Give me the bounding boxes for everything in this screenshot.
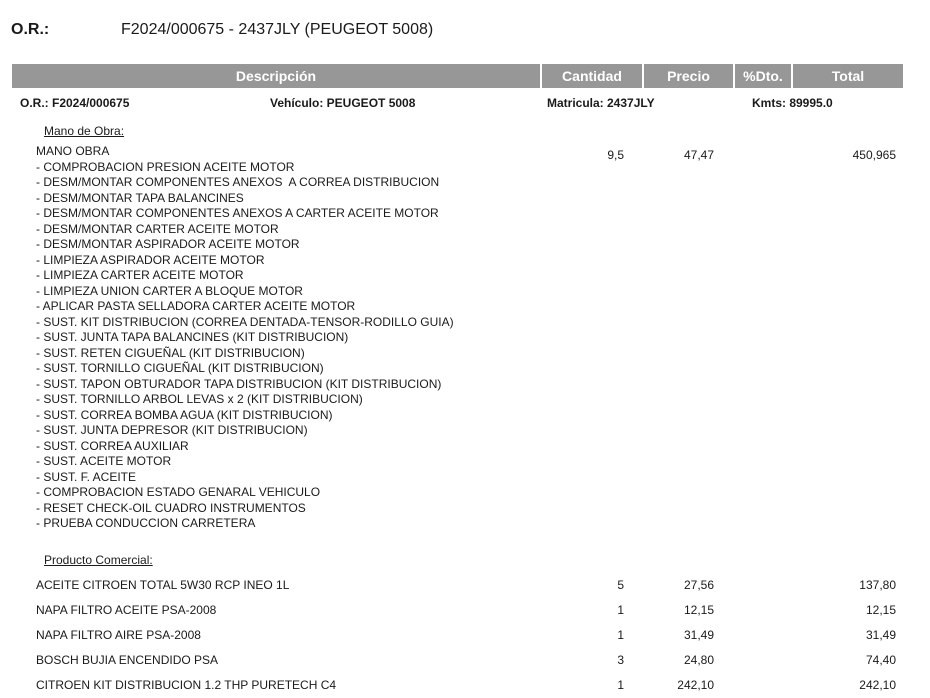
mo-line: - DESM/MONTAR COMPONENTES ANEXOS A CARTER ACEITE MOTOR: [36, 206, 439, 220]
header-total: Total: [793, 64, 903, 88]
mo-line: - SUST. F. ACEITE: [36, 469, 137, 484]
mo-line: - SUST. RETEN CIGUEÑAL (KIT DISTRIBUCION): [36, 345, 305, 360]
product-desc: NAPA FILTRO AIRE PSA-2008: [36, 628, 201, 642]
header-cantidad: Cantidad: [542, 64, 642, 88]
product-total: 31,49: [865, 628, 896, 642]
mo-line: - APLICAR PASTA SELLADORA CARTER ACEITE MOTOR: [36, 299, 356, 313]
product-precio: 24,80: [683, 653, 714, 667]
mo-cantidad: 9,5: [607, 148, 624, 162]
mo-line: - LIMPIEZA UNION CARTER A BLOQUE MOTOR: [36, 283, 303, 298]
product-desc: BOSCH BUJIA ENCENDIDO PSA: [36, 653, 219, 667]
product-cantidad: 1: [617, 678, 624, 692]
product-precio: 31,49: [683, 628, 714, 642]
table-row: [0, 628, 930, 644]
product-cantidad: 1: [617, 628, 624, 642]
product-precio: 242,10: [677, 678, 714, 692]
product-total: 12,15: [865, 603, 896, 617]
header-precio: Precio: [644, 64, 733, 88]
info-or: O.R.: F2024/000675: [20, 96, 130, 110]
mo-line: - SUST. KIT DISTRIBUCION (CORREA DENTADA-TENSOR-RODILLO GUIA): [36, 314, 454, 329]
table-header: [12, 64, 903, 88]
info-vehiculo: Vehículo: PEUGEOT 5008: [270, 96, 416, 110]
mo-line: - SUST. TAPON OBTURADOR TAPA DISTRIBUCION (KIT DISTRIBUCION): [36, 376, 442, 391]
product-desc: CITROEN KIT DISTRIBUCION 1.2 THP PURETECH C4: [36, 678, 337, 692]
product-desc: NAPA FILTRO ACEITE PSA-2008: [36, 603, 217, 617]
mo-line: - LIMPIEZA ASPIRADOR ACEITE MOTOR: [36, 252, 265, 267]
section-producto-comercial: Producto Comercial:: [44, 553, 153, 567]
mo-line: MANO OBRA: [36, 144, 110, 158]
section-mano-de-obra: Mano de Obra:: [44, 124, 125, 138]
mo-line: - RESET CHECK-OIL CUADRO INSTRUMENTOS: [36, 500, 306, 515]
mo-line: - SUST. CORREA BOMBA AGUA (KIT DISTRIBUCION): [36, 407, 333, 422]
mo-line: - SUST. TORNILLO ARBOL LEVAS x 2 (KIT DISTRIBUCION): [36, 392, 363, 406]
table-row: [0, 578, 930, 594]
mo-line: - SUST. TORNILLO CIGUEÑAL (KIT DISTRIBUCION): [36, 361, 324, 375]
mo-line: - DESM/MONTAR CARTER ACEITE MOTOR: [36, 221, 279, 236]
product-total: 137,80: [859, 578, 896, 592]
info-matricula: Matricula: 2437JLY: [547, 96, 655, 110]
table-row: [0, 603, 930, 619]
product-cantidad: 5: [617, 578, 624, 592]
mo-line: - PRUEBA CONDUCCION CARRETERA: [36, 516, 256, 530]
product-total: 242,10: [859, 678, 896, 692]
table-row: [0, 678, 930, 694]
mo-line: - DESM/MONTAR TAPA BALANCINES: [36, 190, 244, 205]
or-label: O.R.:: [11, 21, 50, 38]
product-total: 74,40: [865, 653, 896, 667]
table-row: [0, 653, 930, 669]
header-dto: %Dto.: [735, 64, 791, 88]
mo-line: - SUST. CORREA AUXILIAR: [36, 438, 189, 453]
info-kmts: Kmts: 89995.0: [752, 96, 833, 110]
mano-de-obra-lines: [36, 144, 454, 532]
mo-line: - DESM/MONTAR COMPONENTES ANEXOS A CORREA DISTRIBUCION: [36, 175, 440, 189]
mo-line: - SUST. ACEITE MOTOR: [36, 454, 172, 468]
product-cantidad: 3: [617, 653, 624, 667]
or-value: F2024/000675 - 2437JLY (PEUGEOT 5008): [121, 21, 434, 38]
mo-line: - SUST. JUNTA DEPRESOR (KIT DISTRIBUCION): [36, 423, 308, 437]
product-desc: ACEITE CITROEN TOTAL 5W30 RCP INEO 1L: [36, 578, 290, 592]
mo-precio: 47,47: [683, 148, 714, 162]
mo-line: - LIMPIEZA CARTER ACEITE MOTOR: [36, 268, 244, 282]
mo-line: - COMPROBACION PRESION ACEITE MOTOR: [36, 159, 295, 174]
product-cantidad: 1: [617, 603, 624, 617]
product-precio: 27,56: [683, 578, 714, 592]
mo-line: - DESM/MONTAR ASPIRADOR ACEITE MOTOR: [36, 237, 300, 251]
mo-total: 450,965: [852, 148, 896, 162]
mo-line: - COMPROBACION ESTADO GENARAL VEHICULO: [36, 485, 321, 499]
header-descripcion: Descripción: [12, 64, 540, 88]
product-precio: 12,15: [683, 603, 714, 617]
mo-line: - SUST. JUNTA TAPA BALANCINES (KIT DISTRIBUCION): [36, 330, 349, 344]
